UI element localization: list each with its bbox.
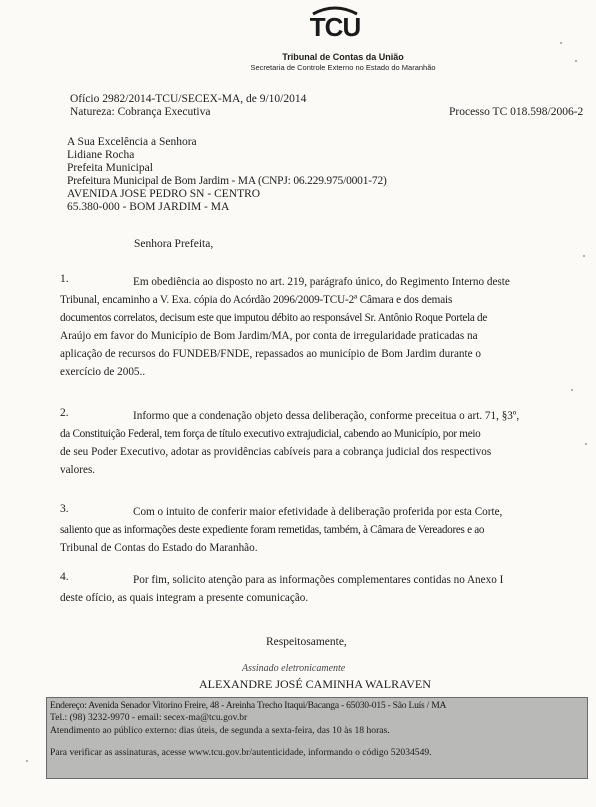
scan-speck (585, 443, 587, 445)
tcu-logo (305, 6, 365, 50)
addressee-line: Prefeita Municipal (67, 162, 153, 174)
scan-speck (571, 389, 573, 391)
paragraph-number: 3. (60, 503, 69, 515)
oficio-number: Ofício 2982/2014-TCU/SECEX-MA, de 9/10/2014 (70, 93, 307, 105)
paragraph-line: valores. (60, 464, 96, 476)
paragraph-3 (60, 503, 583, 557)
paragraph-line: Com o intuito de conferir maior efetividade à deliberação proferida por esta Corte, (133, 506, 503, 518)
paragraph-line: aplicação de recursos do FUNDEB/FNDE, repassados ao município de Bom Jardim durante o (60, 348, 481, 360)
paragraph-line: documentos correlatos, decisum este que imputou débito ao responsável Sr. Antônio Roque Portela de (60, 312, 488, 324)
signer-name: ALEXANDRE JOSÉ CAMINHA WALRAVEN (199, 677, 431, 691)
addressee-line: Prefeitura Municipal de Bom Jardim - MA (CNPJ: 06.229.975/0001-72) (67, 175, 387, 187)
addressee-line: AVENIDA JOSE PEDRO SN - CENTRO (67, 188, 261, 200)
paragraph-line: de seu Poder Executivo, adotar as providências cabíveis para a cobrança judicial dos respectivos (60, 446, 492, 458)
paragraph-line: exercício de 2005.. (60, 366, 146, 378)
paragraph-number: 2. (60, 407, 69, 419)
footer-phone-email: Tel.: (98) 3232-9970 - email: secex-ma@tcu.gov.br (50, 712, 248, 723)
paragraph-4 (60, 571, 583, 607)
scan-speck (583, 255, 585, 257)
addressee-line: 65.380-000 - BOM JARDIM - MA (67, 201, 230, 213)
paragraph-number: 1. (60, 273, 69, 285)
paragraph-line: Tribunal de Contas do Estado do Maranhão. (60, 542, 258, 554)
natureza: Natureza: Cobrança Executiva (70, 106, 211, 118)
org-subtitle: Secretaria de Controle Externo no Estado do Maranhão (250, 63, 436, 72)
paragraph-line: Araújo em favor do Município de Bom Jardim/MA, por conta de irregularidade praticadas na (60, 330, 478, 342)
signed-electronically-note: Assinado eletronicamente (242, 663, 346, 674)
footer-verification: Para verificar as assinaturas, acesse www.tcu.gov.br/autenticidade, informando o código 52034549. (50, 747, 432, 758)
footer-hours: Atendimento ao público externo: dias úteis, de segunda a sexta-feira, das 10 às 18 horas. (50, 725, 390, 736)
paragraph-line: deste ofício, as quais integram a presente comunicação. (60, 592, 309, 604)
closing-respectfully: Respeitosamente, (266, 636, 347, 648)
paragraph-2 (60, 407, 583, 479)
paragraph-line: Tribunal, encaminho a V. Exa. cópia do Acórdão 2096/2009-TCU-2ª Câmara e dos demais (60, 294, 453, 306)
org-title: Tribunal de Contas da União (282, 52, 404, 62)
logo-text: TCU (309, 12, 361, 42)
scan-speck (26, 760, 28, 762)
addressee-line: Lidiane Rocha (67, 149, 135, 161)
salutation: Senhora Prefeita, (134, 238, 214, 250)
footer-address: Endereço: Avenida Senador Vitorino Freire, 48 - Areinha Trecho Itaqui/Bacanga - 65030-015 - São Luís / MA (50, 700, 447, 711)
paragraph-line: Por fim, solicito atenção para as informações complementares contidas no Anexo I (133, 574, 504, 586)
processo-number: Processo TC 018.598/2006-2 (449, 106, 584, 118)
paragraph-line: Em obediência ao disposto no art. 219, parágrafo único, do Regimento Interno deste (133, 276, 510, 288)
addressee-line: A Sua Excelência a Senhora (67, 136, 197, 148)
paragraph-number: 4. (60, 571, 69, 583)
paragraph-line: Informo que a condenação objeto dessa deliberação, conforme preceitua o art. 71, §3º, (133, 410, 520, 422)
scan-speck (560, 42, 562, 44)
scan-speck (575, 60, 577, 62)
footer-contact-box (46, 697, 588, 779)
paragraph-line: da Constituição Federal, tem força de título executivo extrajudicial, cabendo ao Município, por meio (60, 428, 481, 440)
paragraph-1 (60, 273, 583, 381)
paragraph-line: saliento que as informações deste expediente foram remetidas, também, à Câmara de Vereadores e ao (60, 524, 485, 536)
